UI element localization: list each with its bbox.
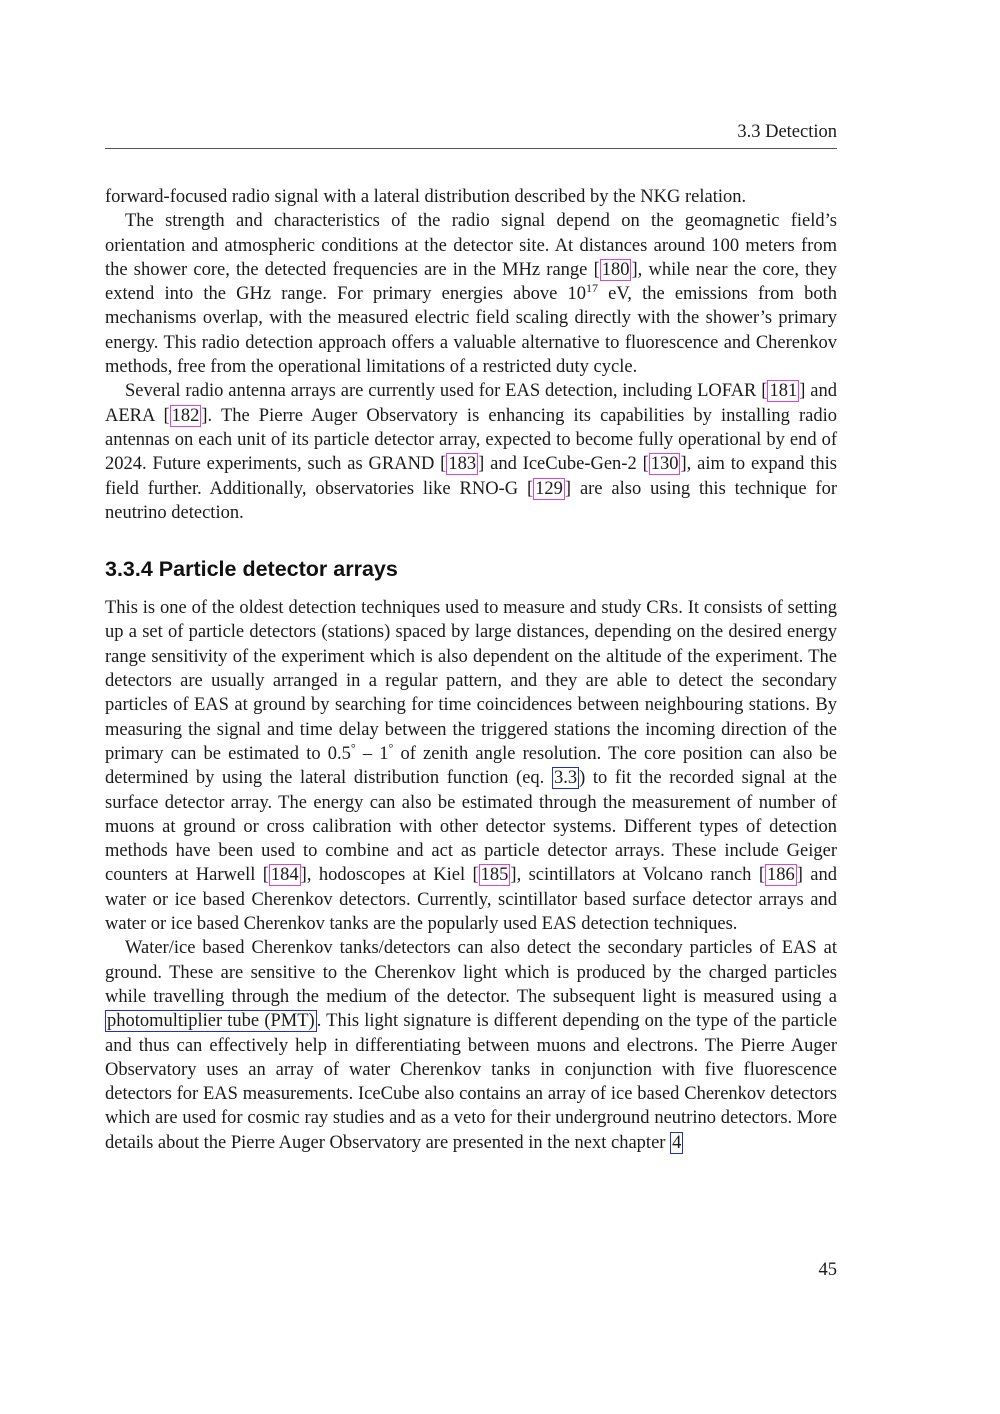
paragraph-2: The strength and characteristics of the radio signal depend on the geomagnetic field’s orientation and atmospheric conditions at the detector site. At distances around 100 meters from the shower core, the detected frequencies are in the MHz range [ 180 ], while near the core, they extend into the GHz range. For primary energies above $10^{17}$ eV, the emissions from both mechanisms overlap, with the measured electric field scaling directly with the shower’s primary energy. This radio detection approach offers a valuable alternative to fluorescence and Cherenkov methods, free from the operational limitations of a restricted duty cycle. [105,211,837,378]
text-run: Water/ice based Cherenkov tanks/detectors can also detect the secondary particles of EAS at ground. These are sensitive to the Cherenkov light which is produced by the charged particles while travelling through the medium of the detector. The subsequent light is measured using a [105,938,837,1007]
text-run: ) to fit the recorded signal at the surface detector array. The energy can also be estimated through the measurement of number of muons at ground or cross calibration with other detector systems. Different types of detection methods have been used to combine and act as particle detector arrays. These include Geiger counters at Harwell [105,768,837,886]
text-run: This is one of the oldest detection techniques used to measure and study CRs. It consists of setting up a set of particle detectors (stations) spaced by large distances, depending on the desired energy range sensitivity of the experiment which is also dependent on the altitude of the experiment. The detectors are usually arranged in a regular pattern, and they are able to detect the secondary particles of EAS at ground by searching for time coincidences between neighbouring stations. By measuring the signal and time delay between the triggered stations the incoming direction of the primary can be estimated to 0.5 [105,598,837,764]
text-run: , scintillators at Volcano ranch [516,865,759,886]
text-run: are also using this technique for neutrino detection. [105,478,837,523]
citation-link[interactable]: 183 [448,454,477,475]
text-run: and IceCube-Gen-2 [484,454,643,475]
header-rule [105,148,837,149]
text-run: of zenith angle resolution. The core position can also be determined by using the lateral distribution function (eq. [105,743,837,789]
text-run: and water or ice based Cherenkov detectors. Currently, scintillator based surface detector arrays and water or ice based Cherenkov tanks are the popularly used EAS detection techniques. [105,865,837,935]
acronym-link[interactable]: photomultiplier tube (PMT) [107,1011,315,1032]
text-run: . The Pierre Auger Observatory is enhancing its capabilities by installing radio antennas on each unit of its particle detector array, expected to become fully operational by end of 2024. Future experiments, such as GRAND [105,405,838,475]
degree-symbol: ° [350,740,356,755]
text-run: , while near the core, they extend into the GHz range. For primary energies above 10 [105,259,837,305]
citation-link[interactable]: 130 [650,454,679,475]
citation-link[interactable]: 181 [769,381,798,402]
citation-link[interactable]: 129 [535,478,563,499]
paragraph-1: forward-focused radio signal with a lateral distribution described by the NKG relation. [105,187,747,207]
running-header: 3.3 Detection [737,122,837,142]
paragraph-3: Several radio antenna arrays are currently used for EAS detection, including LOFAR [ 181 ] and AERA [ 182 ]. The Pierre Auger Observatory is enhancing its capabilities by installing radio antennas on each unit of its particle detector array, expected to become fully operational by end of 2024. Future experiments, such as GRAND [ 183 ] and IceCube-Gen-2 [ 130 ], aim to expand this field further. Additionally, observatories like RNO-G [ 129 ] are also using this technique for neutrino detection. [105,381,838,523]
section-heading: 3.3.4 Particle detector arrays [105,557,398,582]
text-run: – 1 [355,743,389,764]
equation-link[interactable]: 3.3 [553,768,578,789]
citation-link[interactable]: 186 [766,865,795,886]
text-run: The strength and characteristics of the radio signal depend on the geomagnetic field’s orientation and atmospheric conditions at the detector site. At distances around 100 meters from the shower core, the detected frequencies are in the MHz range [105,211,837,280]
page-body [105,185,837,1155]
citation-link[interactable]: 184 [270,865,299,886]
text-run: eV, the emissions from both mechanisms overlap, with the measured electric field scaling directly with the shower’s primary energy. This radio detection approach offers a valuable alternative to fluorescence and Cherenkov methods, free from the operational limitations of a restricted duty cycle. [105,284,837,378]
text-run: Several radio antenna arrays are currently used for EAS detection, including LOFAR [125,381,762,402]
citation-link[interactable]: 180 [601,259,630,280]
text-run: . This light signature is different depending on the type of the particle and thus can effectively help in differentiating between muons and electrons. The Pierre Auger Observatory uses an array of water Cherenkov tanks in conjunction with five fluorescence detectors for EAS measurements. IceCube also contains an array of ice based Cherenkov detectors which are used for cosmic ray studies and as a veto for their underground neutrino detectors. More details about the Pierre Auger Observatory are presented in the next chapter [105,1011,838,1153]
text-run: and AERA [105,381,837,426]
paragraph-5 [105,936,837,1155]
degree-symbol: ° [388,740,394,755]
text-run: , hodoscopes at Kiel [306,865,473,886]
text-run: , aim to expand this field further. Additionally, observatories like RNO-G [105,454,837,499]
page-number: 45 [818,1260,837,1280]
citation-link[interactable]: 182 [171,405,200,426]
exponent: 17 [585,281,598,296]
paragraph-4: This is one of the oldest detection techniques used to measure and study CRs. It consists of setting up a set of particle detectors (stations) spaced by large distances, depending on the desired energy range sensitivity of the experiment which is also dependent on the altitude of the experiment. The detectors are usually arranged in a regular pattern, and they are able to detect the secondary particles of EAS at ground by searching for time coincidences between neighbouring stations. By measuring the signal and time delay between the triggered stations the incoming direction of the primary can be estimated to 0.5° – 1° of zenith angle resolution. The core position can also be determined by using the lateral distribution function (eq. 3.3 ) to fit the recorded signal at the surface detector array. The energy can also be estimated through the measurement of number of muons at ground or cross calibration with other detector systems. Different types of detection methods have been used to combine and act as particle detector arrays. These include Geiger counters at Harwell [ 184 ], hodoscopes at Kiel [ 185 ], scintillators at Volcano ranch [ 186 ] and water or ice based Cherenkov detectors. Currently, scintillator based surface detector arrays and water or ice based Cherenkov tanks are the popularly used EAS detection techniques. [105,598,837,935]
citation-link[interactable]: 185 [480,865,509,886]
chapter-link[interactable]: 4 [672,1132,682,1153]
